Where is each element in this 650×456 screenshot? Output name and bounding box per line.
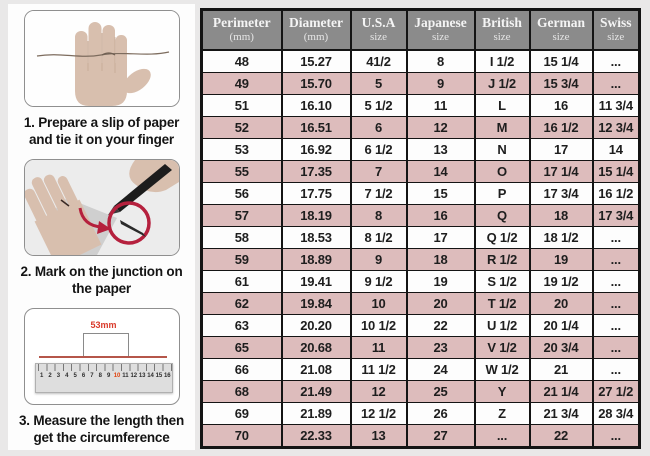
ruler-number: 4 — [65, 373, 69, 379]
table-cell: 21 — [530, 359, 593, 381]
table-cell: 7 1/2 — [351, 183, 407, 205]
ruler-number: 16 — [163, 373, 171, 379]
table-cell: 61 — [202, 271, 282, 293]
table-cell: 59 — [202, 249, 282, 271]
table-cell: 15.70 — [282, 73, 351, 95]
table-cell: 17 1/4 — [530, 161, 593, 183]
ruler-icon — [35, 363, 173, 393]
table-cell: 5 1/2 — [351, 95, 407, 117]
ruler-number: 11 — [122, 373, 129, 379]
table-cell: J 1/2 — [475, 73, 530, 95]
table-row — [202, 183, 640, 205]
step-3-caption-line1: 3. Measure the length then — [18, 413, 185, 428]
ruler-number: 10 — [113, 373, 121, 379]
table-row — [202, 315, 640, 337]
ruler-number: 9 — [107, 373, 111, 379]
table-cell: 68 — [202, 381, 282, 403]
measurement-label: 53mm — [90, 320, 117, 330]
step-2-image — [24, 159, 180, 256]
table-cell: 14 — [407, 161, 475, 183]
ruler-number: 6 — [81, 373, 86, 379]
table-cell: 12 1/2 — [351, 403, 407, 425]
table-cell: 53 — [202, 139, 282, 161]
table-cell: 18 — [407, 249, 475, 271]
table-row — [202, 271, 640, 293]
table-cell: 17 — [530, 139, 593, 161]
step-3-caption-line2: get the circumference — [33, 430, 170, 445]
table-cell: 15 3/4 — [530, 73, 593, 95]
column-header-sublabel: size — [552, 31, 570, 43]
table-cell: 18 — [530, 205, 593, 227]
table-cell: 15 1/4 — [593, 161, 640, 183]
table-cell: W 1/2 — [475, 359, 530, 381]
table-cell: 23 — [407, 337, 475, 359]
table-cell: 18 1/2 — [530, 227, 593, 249]
ruler-number: 5 — [73, 373, 77, 379]
table-cell: 11 — [407, 95, 475, 117]
ruler-number: 3 — [56, 373, 61, 379]
step-1 — [8, 10, 195, 148]
table-cell: 21.49 — [282, 381, 351, 403]
column-header-japanese-size — [407, 10, 475, 51]
table-cell: 16 — [407, 205, 475, 227]
table-row — [202, 403, 640, 425]
column-header-label: British — [482, 15, 522, 30]
table-cell: ... — [593, 293, 640, 315]
table-cell: 49 — [202, 73, 282, 95]
table-cell: 58 — [202, 227, 282, 249]
column-header-diameter — [282, 10, 351, 51]
table-row — [202, 381, 640, 403]
table-cell: 65 — [202, 337, 282, 359]
table-cell: 25 — [407, 381, 475, 403]
table-cell: 22 — [530, 425, 593, 448]
table-cell: P — [475, 183, 530, 205]
measurement-bracket — [83, 333, 129, 357]
table-cell: 56 — [202, 183, 282, 205]
ruler-number: 12 — [130, 373, 138, 379]
ruler-number: 13 — [138, 373, 146, 379]
column-header-sublabel: (mm) — [229, 31, 254, 43]
table-cell: Q 1/2 — [475, 227, 530, 249]
table-cell: 22 — [407, 315, 475, 337]
ruler-number: 7 — [90, 373, 94, 379]
table-cell: ... — [593, 227, 640, 249]
table-row — [202, 425, 640, 448]
table-cell: 20 1/4 — [530, 315, 593, 337]
table-cell: I 1/2 — [475, 50, 530, 73]
table-cell: 11 3/4 — [593, 95, 640, 117]
table-cell: 19.84 — [282, 293, 351, 315]
table-cell: 16.51 — [282, 117, 351, 139]
table-cell: 19 — [407, 271, 475, 293]
table-cell: 9 1/2 — [351, 271, 407, 293]
column-header-british-size — [475, 10, 530, 51]
step-3-caption — [10, 412, 193, 446]
table-cell: 52 — [202, 117, 282, 139]
table-cell: 69 — [202, 403, 282, 425]
table-cell: 19 — [530, 249, 593, 271]
table-cell: 17 — [407, 227, 475, 249]
table-row — [202, 205, 640, 227]
table-row — [202, 139, 640, 161]
table-cell: N — [475, 139, 530, 161]
table-cell: 48 — [202, 50, 282, 73]
ring-size-conversion-table — [200, 8, 641, 449]
ruler-number: 14 — [147, 373, 154, 379]
table-cell: 6 — [351, 117, 407, 139]
table-cell: Q — [475, 205, 530, 227]
column-header-sublabel: size — [493, 31, 511, 43]
table-row — [202, 337, 640, 359]
step-2-caption — [10, 263, 193, 297]
table-row — [202, 227, 640, 249]
table-cell: 16 — [530, 95, 593, 117]
table-cell: 15 1/4 — [530, 50, 593, 73]
table-cell: 19 1/2 — [530, 271, 593, 293]
step-1-caption-line2: and tie it on your finger — [28, 132, 174, 147]
hand-with-string-illustration — [25, 11, 179, 106]
table-cell: 27 — [407, 425, 475, 448]
step-2 — [8, 159, 195, 297]
table-cell: 27 1/2 — [593, 381, 640, 403]
table-cell: 8 1/2 — [351, 227, 407, 249]
table-cell: 6 1/2 — [351, 139, 407, 161]
column-header-perimeter — [202, 10, 282, 51]
table-cell: Y — [475, 381, 530, 403]
table-cell: 16.10 — [282, 95, 351, 117]
table-cell: 20 3/4 — [530, 337, 593, 359]
paper-strip-line — [39, 356, 167, 358]
step-1-caption-line1: 1. Prepare a slip of paper — [23, 115, 180, 130]
table-cell: ... — [593, 337, 640, 359]
table-cell: 13 — [407, 139, 475, 161]
column-header-label: Swiss — [599, 15, 632, 30]
table-cell: ... — [593, 50, 640, 73]
table-row — [202, 359, 640, 381]
table-cell: 17 3/4 — [593, 205, 640, 227]
ruler-number: 15 — [155, 373, 163, 379]
ruler-numbers — [38, 372, 172, 380]
table-row — [202, 117, 640, 139]
table-cell: R 1/2 — [475, 249, 530, 271]
column-header-usa-size — [351, 10, 407, 51]
column-header-label: German — [537, 15, 585, 30]
table-cell: 20 — [530, 293, 593, 315]
table-cell: 55 — [202, 161, 282, 183]
table-cell: 28 3/4 — [593, 403, 640, 425]
table-cell: 19.41 — [282, 271, 351, 293]
table-cell: 12 — [351, 381, 407, 403]
instructions-panel — [8, 4, 195, 450]
table-cell: 57 — [202, 205, 282, 227]
table-cell: U 1/2 — [475, 315, 530, 337]
table-cell: 22.33 — [282, 425, 351, 448]
table-cell: 14 — [593, 139, 640, 161]
step-2-caption-line2: the paper — [72, 281, 131, 296]
table-cell: 16 1/2 — [593, 183, 640, 205]
table-row — [202, 73, 640, 95]
table-cell: 5 — [351, 73, 407, 95]
table-cell: S 1/2 — [475, 271, 530, 293]
table-cell: 63 — [202, 315, 282, 337]
column-header-swiss-size — [593, 10, 640, 51]
table-cell: 8 — [407, 50, 475, 73]
table-cell: O — [475, 161, 530, 183]
ruler-number: 1 — [40, 373, 44, 379]
table-cell: 70 — [202, 425, 282, 448]
table-cell: 7 — [351, 161, 407, 183]
table-cell: 21.89 — [282, 403, 351, 425]
table-cell: 51 — [202, 95, 282, 117]
ruler-number: 2 — [48, 373, 52, 379]
column-header-label: U.S.A — [361, 15, 396, 30]
table-cell: 20.20 — [282, 315, 351, 337]
table-cell: 21.08 — [282, 359, 351, 381]
table-cell: Z — [475, 403, 530, 425]
step-1-image — [24, 10, 180, 107]
table-cell: 17.35 — [282, 161, 351, 183]
table-cell: 24 — [407, 359, 475, 381]
step-3-image — [24, 308, 180, 405]
column-header-label: Perimeter — [212, 15, 271, 30]
column-header-label: Diameter — [289, 15, 343, 30]
table-body — [202, 50, 640, 448]
table-cell: ... — [593, 271, 640, 293]
table-cell: 17 3/4 — [530, 183, 593, 205]
column-header-label: Japanese — [414, 15, 467, 30]
table-cell: L — [475, 95, 530, 117]
table-cell: 18.53 — [282, 227, 351, 249]
table-cell: 11 1/2 — [351, 359, 407, 381]
table-row — [202, 293, 640, 315]
table-cell: 17.75 — [282, 183, 351, 205]
ruler-ticks — [38, 364, 172, 371]
table-cell: 12 — [407, 117, 475, 139]
table-cell: ... — [593, 425, 640, 448]
marking-hand-illustration — [25, 160, 179, 255]
table-cell: V 1/2 — [475, 337, 530, 359]
table-row — [202, 161, 640, 183]
column-header-sublabel: size — [431, 31, 450, 43]
step-1-caption — [10, 114, 193, 148]
table-cell: ... — [593, 359, 640, 381]
table-cell: 20 — [407, 293, 475, 315]
table-row — [202, 95, 640, 117]
table-cell: 26 — [407, 403, 475, 425]
table-cell: 66 — [202, 359, 282, 381]
table-cell: 13 — [351, 425, 407, 448]
column-header-sublabel: size — [607, 31, 625, 43]
table-cell: M — [475, 117, 530, 139]
header-row — [202, 10, 640, 51]
table-cell: 62 — [202, 293, 282, 315]
table-cell: T 1/2 — [475, 293, 530, 315]
table-cell: ... — [593, 73, 640, 95]
table-cell: 12 3/4 — [593, 117, 640, 139]
table-header — [202, 10, 640, 51]
table-cell: 8 — [351, 205, 407, 227]
table-cell: 18.19 — [282, 205, 351, 227]
table-cell: 16.92 — [282, 139, 351, 161]
table-cell: 41/2 — [351, 50, 407, 73]
column-header-german-size — [530, 10, 593, 51]
table-cell: 10 1/2 — [351, 315, 407, 337]
column-header-sublabel: (mm) — [303, 31, 329, 43]
table-cell: 11 — [351, 337, 407, 359]
table-cell: ... — [475, 425, 530, 448]
step-3 — [8, 308, 195, 446]
table-row — [202, 249, 640, 271]
table-cell: 15.27 — [282, 50, 351, 73]
table-cell: 21 1/4 — [530, 381, 593, 403]
column-header-sublabel: size — [369, 31, 388, 43]
table-cell: 16 1/2 — [530, 117, 593, 139]
table-cell: ... — [593, 315, 640, 337]
table-cell: 10 — [351, 293, 407, 315]
table-cell: ... — [593, 249, 640, 271]
table-row — [202, 50, 640, 73]
table-cell: 15 — [407, 183, 475, 205]
ruler-number: 8 — [98, 373, 102, 379]
step-2-caption-line1: 2. Mark on the junction on — [20, 264, 183, 279]
table-cell: 21 3/4 — [530, 403, 593, 425]
table-cell: 20.68 — [282, 337, 351, 359]
table-cell: 9 — [351, 249, 407, 271]
table-cell: 18.89 — [282, 249, 351, 271]
table-cell: 9 — [407, 73, 475, 95]
